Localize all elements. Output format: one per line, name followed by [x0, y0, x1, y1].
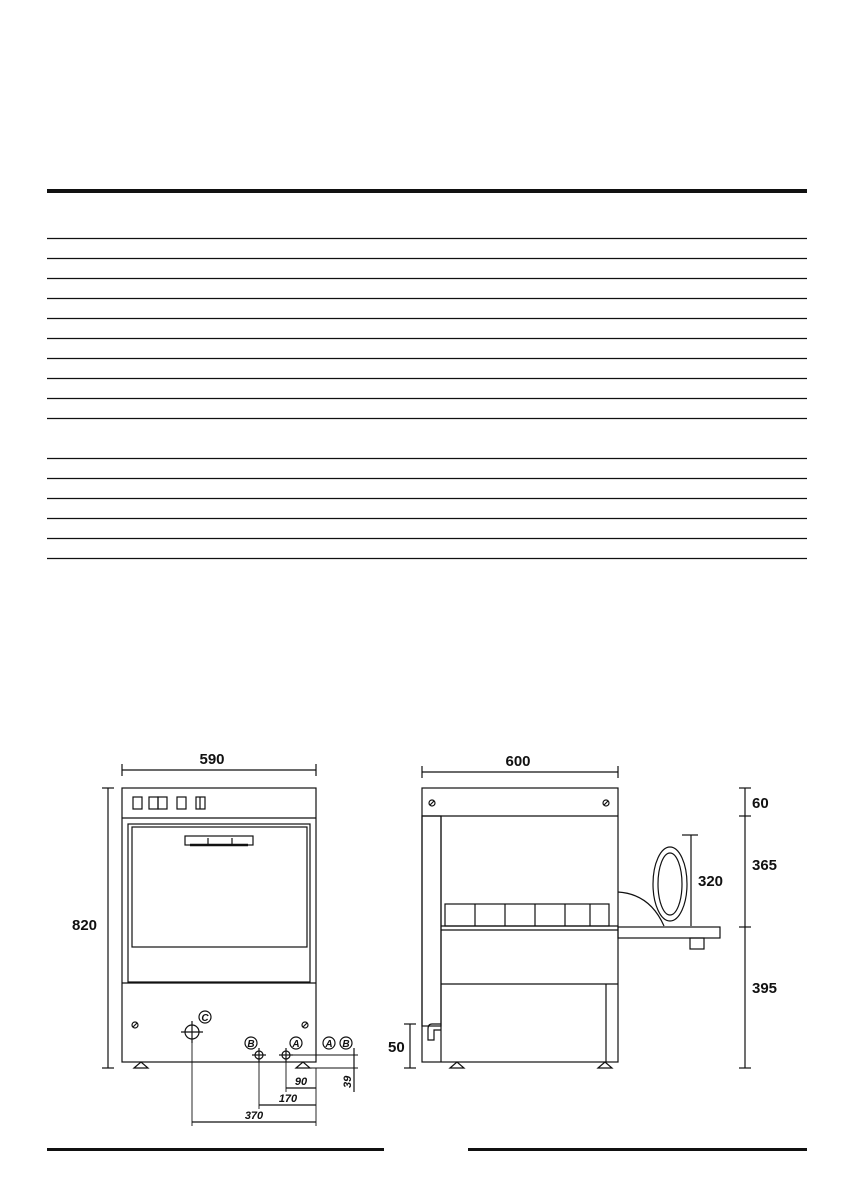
side-body: [422, 788, 618, 1062]
footer-rule-right: [468, 1148, 807, 1151]
upper-section-label: 365: [752, 857, 778, 874]
control-button: [133, 797, 142, 809]
offset-39-label: 39: [342, 1075, 354, 1088]
front-body: [122, 788, 316, 1062]
spec-table: [47, 189, 807, 559]
foot-icon: [598, 1062, 612, 1068]
marker-a-label: A: [292, 1039, 300, 1050]
control-button: [177, 797, 186, 809]
side-depth-label: 600: [505, 753, 531, 770]
lower-section-label: 395: [752, 980, 778, 997]
door-edge: [422, 816, 441, 1026]
foot-icon: [134, 1062, 148, 1068]
legend-marker-a-label: A: [325, 1039, 333, 1050]
leg-height-label: 50: [388, 1039, 405, 1056]
legend-marker-b-label: B: [342, 1039, 350, 1050]
offset-90-label: 90: [294, 1076, 308, 1088]
control-button: [149, 797, 158, 809]
control-button: [158, 797, 167, 809]
footer-rule-left: [47, 1148, 384, 1151]
side-view: [388, 753, 777, 1068]
table-top-rule: [47, 189, 807, 193]
top-section-label: 60: [752, 795, 769, 812]
door-frame: [128, 824, 310, 982]
foot-icon: [450, 1062, 464, 1068]
offset-170-label: 170: [278, 1093, 298, 1105]
front-view: [72, 751, 358, 1126]
tray-stop: [690, 938, 704, 949]
basket: [445, 904, 609, 926]
foot-icon: [296, 1062, 310, 1068]
marker-b-label: B: [247, 1039, 255, 1050]
door-handle: [185, 836, 253, 845]
front-width-label: 590: [199, 751, 225, 768]
offset-370-label: 370: [244, 1110, 264, 1122]
plate-rim: [658, 853, 682, 915]
open-door-tray: [618, 927, 720, 938]
front-height-label: 820: [72, 917, 98, 934]
door-height-label: 320: [698, 873, 724, 890]
marker-c-label: C: [201, 1013, 209, 1024]
